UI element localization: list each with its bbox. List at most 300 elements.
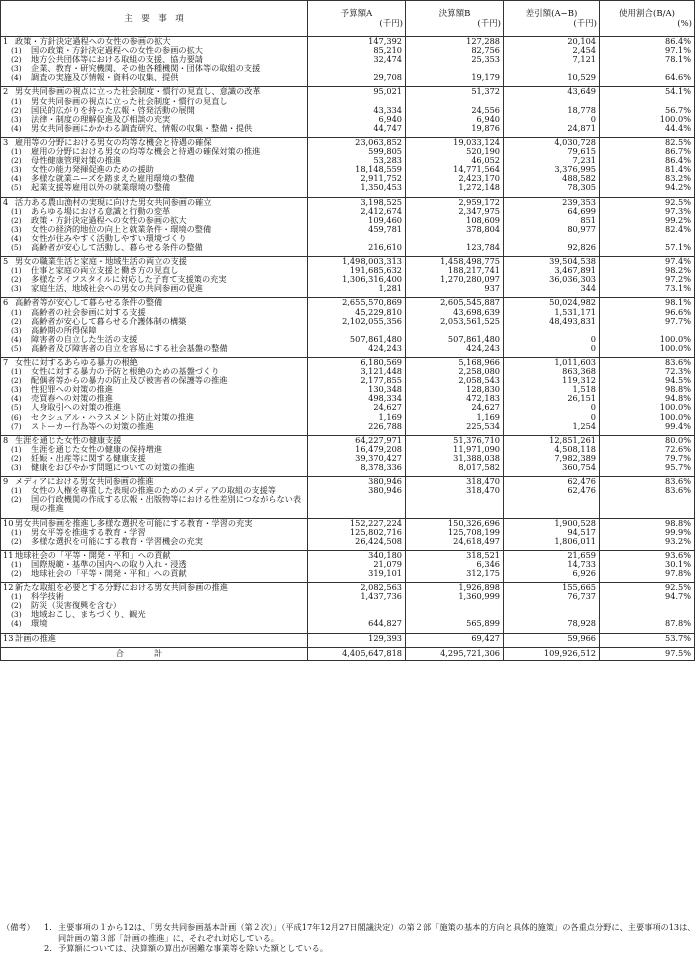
row-title: 男女共同参画の視点に立った社会制度・慣行の見直し、意識の改革 xyxy=(15,86,261,97)
settlement-value: 51,376,710 xyxy=(406,435,504,445)
row-label xyxy=(1,463,307,472)
row-number: (2) xyxy=(11,536,22,546)
difference-value: 62,476 xyxy=(504,486,600,495)
note-text: 主要事項の１から12は、「男女共同参画基本計画（第２次）」（平成17年12月27日閣議決定）の第２部「施策の基本的方向と具体的施策」の各重点分野に、主要事項の13は、同計画の第３部「計画の推進」に、それぞれ対応している。 xyxy=(58,922,696,943)
row-number: 7 xyxy=(3,357,9,367)
notes xyxy=(2,922,696,954)
budget-value: 26,424,508 xyxy=(308,537,406,546)
row-title: 防災（災害復興を含む） xyxy=(31,600,122,611)
row-title: 企業、教育・研究機関、その他各種機関・団体等の取組の支援 xyxy=(31,63,261,74)
row-title: 男女共同参画の視点に立った社会制度・慣行の見直し xyxy=(31,95,228,106)
row-title: メディアにおける男女共同参画の推進 xyxy=(15,476,154,487)
row-title: 多様な選択を可能にする教育・学習機会の充実 xyxy=(31,535,203,546)
header-difference xyxy=(504,1,600,37)
difference-value: 3,376,995 xyxy=(504,165,600,174)
difference-value: 26,151 xyxy=(504,394,600,403)
notes-heading: （備考） xyxy=(2,922,35,932)
item-row xyxy=(1,183,695,192)
usage-ratio-value: 78.1% xyxy=(600,55,695,64)
settlement-value: 43,698,639 xyxy=(406,308,504,317)
row-number: (1) xyxy=(11,527,22,537)
settlement-value: 565,899 xyxy=(406,619,504,628)
budget-value: 29,708 xyxy=(308,73,406,82)
budget-value: 147,392 xyxy=(308,37,406,47)
item-label-cell xyxy=(1,124,308,133)
row-number: 2 xyxy=(3,86,9,97)
settlement-value: 2,258,080 xyxy=(406,367,504,376)
item-label-cell xyxy=(1,284,308,293)
row-title: 科学技術 xyxy=(31,591,64,602)
row-number: (3) xyxy=(11,385,22,395)
settlement-value xyxy=(406,495,504,513)
usage-ratio-value: 97.8% xyxy=(600,569,695,578)
difference-value: 1,900,528 xyxy=(504,518,600,528)
item-row xyxy=(1,463,695,472)
item-label-cell xyxy=(1,495,308,513)
row-number: (2) xyxy=(11,105,22,115)
difference-value: 863,368 xyxy=(504,367,600,376)
row-title: 女性の人権を尊重した表現の推進のためのメディアの取組の支援等 xyxy=(31,485,276,496)
budget-value: 64,227,971 xyxy=(308,435,406,445)
note-number: 2. xyxy=(44,943,52,953)
budget-value: 2,082,563 xyxy=(308,583,406,593)
header-difference-label: 差引額(A−B) xyxy=(525,8,578,19)
difference-value: 78,305 xyxy=(504,183,600,192)
row-label xyxy=(1,537,307,546)
row-label xyxy=(1,243,307,252)
header-usage-ratio-unit: (%) xyxy=(677,18,692,29)
table-header-row xyxy=(1,1,695,37)
budget-value: 340,180 xyxy=(308,550,406,560)
header-budget xyxy=(308,1,406,37)
settlement-value: 2,423,170 xyxy=(406,174,504,183)
item-label-cell xyxy=(1,243,308,252)
row-label xyxy=(1,634,307,643)
settlement-value: 24,627 xyxy=(406,403,504,412)
usage-ratio-value: 56.7% xyxy=(600,106,695,115)
difference-value: 39,504,538 xyxy=(504,257,600,267)
budget-value: 216,610 xyxy=(308,243,406,252)
row-title: 計画の推進 xyxy=(15,632,56,643)
settlement-value: 6,346 xyxy=(406,560,504,569)
header-difference-unit: (千円) xyxy=(573,18,597,29)
settlement-value: 31,388,038 xyxy=(406,454,504,463)
difference-value: 0 xyxy=(504,403,600,412)
usage-ratio-value: 97.3% xyxy=(600,207,695,216)
row-title: ストーカー行為等への対策の推進 xyxy=(31,420,154,431)
difference-value: 24,871 xyxy=(504,124,600,133)
usage-ratio-value: 92.5% xyxy=(600,583,695,593)
table-body xyxy=(1,37,695,661)
usage-ratio-value: 93.6% xyxy=(600,550,695,560)
item-label-cell xyxy=(1,569,308,578)
settlement-value: 1,926,898 xyxy=(406,583,504,593)
usage-ratio-value: 57.1% xyxy=(600,243,695,252)
difference-value: 43,649 xyxy=(504,87,600,97)
usage-ratio-value: 97.7% xyxy=(600,317,695,326)
usage-ratio-value: 94.7% xyxy=(600,592,695,601)
difference-value: 92,826 xyxy=(504,243,600,252)
settlement-value: 19,876 xyxy=(406,124,504,133)
row-number: (4) xyxy=(11,174,22,184)
budget-value: 319,101 xyxy=(308,569,406,578)
row-title: 法律・制度の理解促進及び相談の充実 xyxy=(31,113,171,124)
row-number: (2) xyxy=(11,495,22,505)
row-title: 女性の能力発揮促進のための援助 xyxy=(31,164,154,175)
difference-value: 59,966 xyxy=(504,633,600,643)
usage-ratio-value: 86.4% xyxy=(600,156,695,165)
settlement-value: 108,609 xyxy=(406,216,504,225)
settlement-value xyxy=(406,601,504,610)
row-number: (5) xyxy=(11,242,22,252)
usage-ratio-value: 100.0% xyxy=(600,335,695,344)
budget-value: 85,210 xyxy=(308,46,406,55)
total-row xyxy=(1,647,695,660)
budget-value: 44,747 xyxy=(308,124,406,133)
budget-value: 2,177,855 xyxy=(308,376,406,385)
row-number: (2) xyxy=(11,601,22,611)
difference-value xyxy=(504,601,600,610)
usage-ratio-value: 81.4% xyxy=(600,165,695,174)
budget-value: 459,781 xyxy=(308,225,406,234)
settlement-value: 1,458,498,775 xyxy=(406,257,504,267)
difference-value: 4,030,728 xyxy=(504,137,600,147)
row-title: 政策・方針決定過程への女性の参画の拡大 xyxy=(15,36,171,46)
budget-value: 53,283 xyxy=(308,156,406,165)
row-title: 新たな取組を必要とする分野における男女共同参画の推進 xyxy=(15,582,228,593)
row-number: (1) xyxy=(11,206,22,216)
budget-value: 498,334 xyxy=(308,394,406,403)
settlement-value: 2,053,561,525 xyxy=(406,317,504,326)
row-title: 仕事と家庭の両立支援と働き方の見直し xyxy=(31,265,179,276)
row-number: (1) xyxy=(11,444,22,454)
settlement-value: 378,804 xyxy=(406,225,504,234)
row-number: (1) xyxy=(11,266,22,276)
budget-value: 32,474 xyxy=(308,55,406,64)
row-number: 12 xyxy=(3,582,14,593)
note-row-1 xyxy=(2,922,696,943)
row-label xyxy=(1,569,307,578)
row-title: 国際規範・基準の国内への取り入れ・浸透 xyxy=(31,558,187,569)
settlement-value: 19,179 xyxy=(406,73,504,82)
usage-ratio-value: 100.0% xyxy=(600,344,695,353)
budget-value: 152,227,224 xyxy=(308,518,406,528)
item-row xyxy=(1,124,695,133)
difference-value: 48,493,831 xyxy=(504,317,600,326)
row-number: 4 xyxy=(3,196,9,207)
difference-value: 80,977 xyxy=(504,225,600,234)
item-row xyxy=(1,344,695,353)
budget-value: 6,940 xyxy=(308,115,406,124)
header-item xyxy=(1,1,308,37)
row-title: 国民的広がりを持った広報・啓発活動の展開 xyxy=(31,104,195,115)
settlement-value: 82,756 xyxy=(406,46,504,55)
row-number: (4) xyxy=(11,233,22,243)
difference-value: 2,454 xyxy=(504,46,600,55)
settlement-value: 507,861,480 xyxy=(406,335,504,344)
row-title: 高齢者が安心して暮らせる介護体制の構築 xyxy=(31,315,187,326)
row-title: 妊娠・出産等に関する健康支援 xyxy=(31,452,146,463)
difference-value: 488,582 xyxy=(504,174,600,183)
row-number: (2) xyxy=(11,376,22,386)
row-number: (2) xyxy=(11,156,22,166)
row-number: (3) xyxy=(11,325,22,335)
difference-value: 14,733 xyxy=(504,560,600,569)
difference-value: 78,928 xyxy=(504,619,600,628)
header-settlement xyxy=(406,1,504,37)
row-title: 障害者の自立した生活の支援 xyxy=(31,333,138,344)
note-text: 予算額については、決算額の算出が困難な事業等を除いた額としている。 xyxy=(58,943,329,953)
row-number: (3) xyxy=(11,284,22,294)
difference-value: 1,254 xyxy=(504,422,600,431)
usage-ratio-value: 94.2% xyxy=(600,183,695,192)
usage-ratio-value: 100.0% xyxy=(600,403,695,412)
row-title: 雇用等の分野における男女の均等な機会と待遇の確保 xyxy=(15,136,212,147)
budget-value: 424,243 xyxy=(308,344,406,353)
usage-ratio-value: 73.1% xyxy=(600,284,695,293)
usage-ratio-value xyxy=(600,601,695,610)
row-number: 6 xyxy=(3,297,9,308)
usage-ratio-value: 83.6% xyxy=(600,358,695,368)
budget-value: 2,412,674 xyxy=(308,207,406,216)
row-label xyxy=(1,183,307,192)
difference-value: 79,615 xyxy=(504,147,600,156)
difference-value: 155,665 xyxy=(504,583,600,593)
settlement-value: 318,470 xyxy=(406,477,504,487)
budget-value: 130,348 xyxy=(308,385,406,394)
row-label xyxy=(1,344,307,353)
row-title: 高齢者の社会参画に対する支援 xyxy=(31,306,146,317)
row-title: 多様な就業ニーズを踏まえた雇用環境の整備 xyxy=(31,173,195,184)
note-number: 1. xyxy=(44,922,52,932)
note-row-2 xyxy=(2,943,696,954)
usage-ratio-value: 100.0% xyxy=(600,115,695,124)
difference-value: 10,529 xyxy=(504,73,600,82)
item-row xyxy=(1,495,695,513)
difference-value: 360,754 xyxy=(504,463,600,472)
difference-value: 18,778 xyxy=(504,106,600,115)
difference-value: 1,806,011 xyxy=(504,537,600,546)
row-title: 活力ある農山漁村の実現に向けた男女共同参画の確立 xyxy=(15,196,212,207)
total-settlement: 4,295,721,306 xyxy=(406,647,504,660)
row-title: 環境 xyxy=(31,618,48,629)
item-label-cell xyxy=(1,183,308,192)
row-title: 男女平等を推進する教育・学習 xyxy=(31,526,146,537)
row-number: (4) xyxy=(11,394,22,404)
settlement-value: 520,190 xyxy=(406,147,504,156)
budget-value: 18,148,559 xyxy=(308,165,406,174)
row-title: 生涯を通じた女性の健康の保持増進 xyxy=(31,443,163,454)
settlement-value: 6,940 xyxy=(406,115,504,124)
settlement-value: 2,347,975 xyxy=(406,207,504,216)
row-title: 調査の実施及び情報・資料の収集、提供 xyxy=(31,72,179,83)
budget-value: 95,021 xyxy=(308,87,406,97)
row-title: 母性健康管理対策の推進 xyxy=(31,155,122,166)
difference-value: 4,508,118 xyxy=(504,445,600,454)
row-number: (5) xyxy=(11,343,22,353)
usage-ratio-value: 83.2% xyxy=(600,174,695,183)
item-label-cell xyxy=(1,73,308,82)
row-number: (1) xyxy=(11,147,22,157)
usage-ratio-value: 53.7% xyxy=(600,633,695,643)
budget-value: 3,198,525 xyxy=(308,197,406,207)
row-title: 男女共同参画にかかわる調査研究、情報の収集・整備・提供 xyxy=(31,122,253,133)
settlement-value: 2,605,545,887 xyxy=(406,298,504,308)
difference-value: 0 xyxy=(504,344,600,353)
item-label-cell xyxy=(1,344,308,353)
row-number: (5) xyxy=(11,183,22,193)
row-title: 女性の経済的地位の向上と就業条件・環境の整備 xyxy=(31,223,212,234)
budget-value: 129,393 xyxy=(308,633,406,643)
row-number: (4) xyxy=(11,619,22,629)
row-title: 多様なライフスタイルに対応した子育て支援策の充実 xyxy=(31,274,227,285)
budget-value: 3,121,448 xyxy=(308,367,406,376)
row-label xyxy=(1,284,307,293)
budget-value: 6,180,569 xyxy=(308,358,406,368)
usage-ratio-value: 92.5% xyxy=(600,197,695,207)
row-label xyxy=(1,495,307,513)
row-title: 起業支援等雇用以外の就業環境の整備 xyxy=(31,182,171,193)
row-number: 3 xyxy=(3,136,9,147)
difference-value: 1,531,171 xyxy=(504,308,600,317)
row-number: (3) xyxy=(11,114,22,124)
row-title: 高齢者等が安心して暮らせる条件の整備 xyxy=(15,297,163,308)
total-difference: 109,926,512 xyxy=(504,647,600,660)
row-number: (5) xyxy=(11,403,22,413)
usage-ratio-value: 94.8% xyxy=(600,394,695,403)
row-number: (2) xyxy=(11,275,22,285)
row-title: 女性に対するあらゆる暴力の根絶 xyxy=(15,357,138,367)
usage-ratio-value: 86.4% xyxy=(600,37,695,47)
difference-value: 76,737 xyxy=(504,592,600,601)
item-label-cell xyxy=(1,463,308,472)
row-number: (3) xyxy=(11,224,22,234)
total-usage-ratio: 97.5% xyxy=(600,647,695,660)
settlement-value: 2,959,172 xyxy=(406,197,504,207)
row-title: 女性に対する暴力の予防と根絶のための基盤づくり xyxy=(31,366,220,377)
settlement-value: 424,243 xyxy=(406,344,504,353)
settlement-value: 5,168,966 xyxy=(406,358,504,368)
difference-value xyxy=(504,326,600,335)
usage-ratio-value: 86.7% xyxy=(600,147,695,156)
difference-value: 119,312 xyxy=(504,376,600,385)
usage-ratio-value: 44.4% xyxy=(600,124,695,133)
row-label xyxy=(1,73,307,82)
row-title: あらゆる場における意識と行動の変革 xyxy=(31,205,171,216)
usage-ratio-value: 98.8% xyxy=(600,518,695,528)
budget-value: 226,788 xyxy=(308,422,406,431)
row-number: (7) xyxy=(11,421,22,431)
budget-value xyxy=(308,601,406,610)
usage-ratio-value: 64.6% xyxy=(600,73,695,82)
usage-ratio-value: 72.3% xyxy=(600,367,695,376)
budget-value: 2,102,055,356 xyxy=(308,317,406,326)
row-title: 政策・方針決定過程への女性の参画の拡大 xyxy=(31,214,187,225)
row-title: 雇用の分野における男女の均等な機会と待遇の確保対策の推進 xyxy=(31,146,261,157)
difference-value: 6,926 xyxy=(504,569,600,578)
row-title: 地球社会の「平等・開発・平和」への貢献 xyxy=(31,567,187,578)
item-label-cell xyxy=(1,619,308,628)
row-title: 地方公共団体等における取組の支援、協力要請 xyxy=(31,54,203,65)
row-number: (2) xyxy=(11,55,22,65)
row-number: (1) xyxy=(11,307,22,317)
usage-ratio-value: 96.6% xyxy=(600,308,695,317)
settlement-value: 11,971,090 xyxy=(406,445,504,454)
settlement-value: 937 xyxy=(406,284,504,293)
row-title: 生涯を通じた女性の健康支援 xyxy=(15,434,122,445)
row-number: 10 xyxy=(3,517,14,528)
usage-ratio-value: 82.4% xyxy=(600,225,695,234)
item-row xyxy=(1,317,695,326)
usage-ratio-value: 83.6% xyxy=(600,477,695,487)
item-row xyxy=(1,243,695,252)
settlement-value: 69,427 xyxy=(406,633,504,643)
header-budget-unit: (千円) xyxy=(379,18,403,29)
row-title: 配偶者等からの暴力の防止及び被害者の保護等の推進 xyxy=(31,375,228,386)
row-title: 人身取引への対策の推進 xyxy=(31,402,122,413)
section-label-cell xyxy=(1,633,308,643)
difference-value: 7,121 xyxy=(504,55,600,64)
header-usage-ratio xyxy=(600,1,695,37)
usage-ratio-value: 98.1% xyxy=(600,298,695,308)
budget-value: 1,437,736 xyxy=(308,592,406,601)
difference-value: 64,699 xyxy=(504,207,600,216)
row-number: (4) xyxy=(11,73,22,83)
item-row xyxy=(1,537,695,546)
budget-value: 380,946 xyxy=(308,477,406,487)
row-number: 1 xyxy=(3,36,9,46)
row-number: (3) xyxy=(11,165,22,175)
budget-value: 43,334 xyxy=(308,106,406,115)
row-title: 高齢者及び障害者の自立を容易にする社会基盤の整備 xyxy=(31,342,228,353)
difference-value: 50,024,982 xyxy=(504,298,600,308)
item-row xyxy=(1,569,695,578)
item-row xyxy=(1,422,695,431)
section-row xyxy=(1,633,695,643)
difference-value: 62,476 xyxy=(504,477,600,487)
settlement-value: 8,017,582 xyxy=(406,463,504,472)
row-title: 地域おこし、まちづくり、観光 xyxy=(31,609,146,620)
usage-ratio-value: 99.4% xyxy=(600,422,695,431)
usage-ratio-value: 79.7% xyxy=(600,454,695,463)
row-label xyxy=(1,422,307,431)
difference-value: 36,036,303 xyxy=(504,275,600,284)
row-number: 9 xyxy=(3,476,9,487)
budget-value: 23,063,852 xyxy=(308,137,406,147)
budget-value: 599,805 xyxy=(308,147,406,156)
row-title: 男女の職業生活と家庭・地域生活の両立の支援 xyxy=(15,256,187,267)
row-number: (1) xyxy=(11,592,22,602)
row-number: (3) xyxy=(11,64,22,74)
settlement-value: 318,470 xyxy=(406,486,504,495)
settlement-value: 19,033,124 xyxy=(406,137,504,147)
difference-value: 0 xyxy=(504,335,600,344)
settlement-value: 1,270,280,097 xyxy=(406,275,504,284)
difference-value: 344 xyxy=(504,284,600,293)
row-number: 13 xyxy=(3,632,14,643)
settlement-value: 128,830 xyxy=(406,385,504,394)
settlement-value: 51,372 xyxy=(406,87,504,97)
usage-ratio-value xyxy=(600,495,695,513)
usage-ratio-value: 94.5% xyxy=(600,376,695,385)
usage-ratio-value: 98.2% xyxy=(600,266,695,275)
row-number: (1) xyxy=(11,559,22,569)
usage-ratio-value: 99.2% xyxy=(600,216,695,225)
row-title: 地球社会の「平等・開発・平和」への貢献 xyxy=(15,549,171,560)
row-title: 男女共同参画を推進し多様な選択を可能にする教育・学習の充実 xyxy=(15,517,253,528)
settlement-value: 25,353 xyxy=(406,55,504,64)
usage-ratio-value: 80.0% xyxy=(600,435,695,445)
